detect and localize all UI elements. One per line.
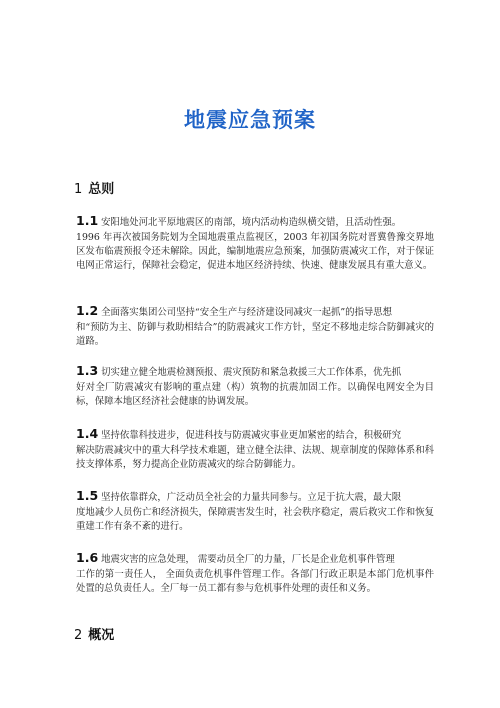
- section-number: 2: [74, 628, 83, 643]
- paragraph-body-text: 好对全厂防震减灾有影响的重点建（构）筑物的抗震加固工作。以确保电网安全为目标，保障本地区经济社会健康的协调发展。: [76, 382, 434, 407]
- paragraph-1-1: [76, 212, 434, 272]
- paragraph-lead-text: 全面落实集团公司坚持“安全生产与经济建设同减灾一起抓”的指导思想: [101, 307, 392, 318]
- paragraph-number: 1.4: [76, 426, 99, 441]
- paragraph-1-6: [76, 549, 434, 596]
- paragraph-1-5: [76, 487, 434, 534]
- paragraph-number: 1.1: [76, 213, 99, 228]
- paragraph-1-2: [76, 302, 434, 349]
- paragraph-lead-text: 坚持依靠科技进步，促进科技与防震减灾事业更加紧密的结合，积极研究: [101, 430, 402, 441]
- paragraph-lead-text: 地震灾害的应急处理， 需要动员全厂的力量，厂长是企业危机事件管理: [101, 554, 395, 565]
- paragraph-lead-line: [76, 212, 434, 231]
- paragraph-lead-line: [76, 362, 434, 381]
- paragraph-1-3: [76, 362, 434, 409]
- paragraph-lead-text: 坚持依靠群众，广泛动员全社会的力量共同参与。立足于抗大震，最大限: [101, 492, 402, 503]
- section-heading-overview: [74, 624, 114, 643]
- paragraph-body-text: 1996 年再次被国务院划为全国地震重点监视区，2003 年初国务院对晋冀鲁豫交界地区发布临震预报令还未解除。因此，编制地震应急预案，加强防震减灾工作，对于保证电网正常运行，保障社会稳定，促进本地区经济持续、快速、健康发展具有重大意义。: [76, 232, 434, 271]
- paragraph-body-text: 解决防震减灾中的重大科学技术难题，建立健全法律、法规、规章制度的保障体系和科技支撑体系，努力提高企业防震减灾的综合防御能力。: [76, 445, 434, 470]
- paragraph-number: 1.5: [76, 488, 99, 503]
- paragraph-number: 1.6: [76, 550, 99, 565]
- paragraph-number: 1.2: [76, 303, 99, 318]
- section-number: 1: [74, 182, 83, 197]
- paragraph-body-text: 和“预防为主、防御与救助相结合”的防震减灾工作方针，坚定不移地走综合防御减灾的道路。: [76, 322, 434, 347]
- paragraph-body-text: 度地减少人员伤亡和经济损失，保障震害发生时，社会秩序稳定，震后救灾工作和恢复重建工作有条不紊的进行。: [76, 507, 434, 532]
- section-title: 总则: [88, 182, 115, 197]
- paragraph-1-4: [76, 425, 434, 472]
- paragraph-lead-line: [76, 549, 434, 568]
- section-title: 概况: [88, 628, 115, 643]
- paragraph-body-text: 工作的第一责任人， 全面负责危机事件管理工作。各部门行政正职是本部门危机事件处置的总负责任人。全厂每一员工都有参与危机事件处理的责任和义务。: [76, 569, 434, 594]
- paragraph-lead-line: [76, 302, 434, 321]
- paragraph-lead-line: [76, 487, 434, 506]
- paragraph-lead-text: 安阳地处河北平原地震区的南部，境内活动构造纵横交错，且活动性强。: [101, 217, 402, 228]
- paragraph-number: 1.3: [76, 363, 99, 378]
- paragraph-lead-line: [76, 425, 434, 444]
- document-title: 地震应急预案: [184, 108, 316, 132]
- section-heading-general: [74, 178, 114, 197]
- paragraph-lead-text: 切实建立健全地震检测预报、震灾预防和紧急救援三大工作体系，优先抓: [101, 367, 402, 378]
